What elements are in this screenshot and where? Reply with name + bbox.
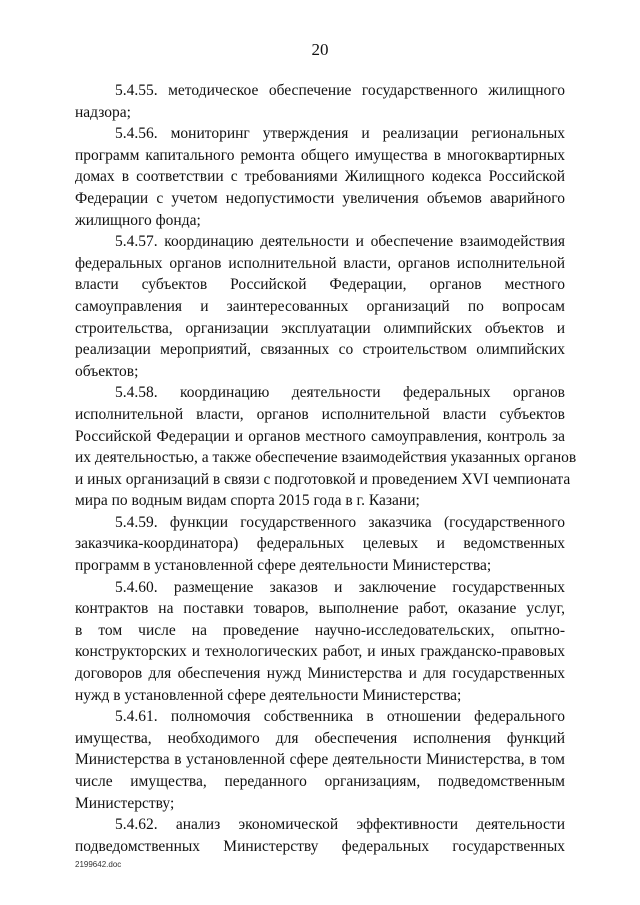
document-footer-filename: 2199642.doc	[75, 860, 122, 869]
paragraph-line: конструкторских и технологических работ, и иных гражданско-правовых	[75, 643, 565, 661]
paragraph-line: подведомственных Министерству федеральных государственных	[75, 837, 565, 855]
paragraph-line: и иных организаций в связи с подготовкой и проведением XVI чемпионата	[75, 470, 571, 488]
document-body	[75, 80, 577, 857]
paragraph	[75, 123, 565, 231]
paragraph-line: 5.4.59. функции государственного заказчика (государственного	[115, 513, 565, 531]
paragraph-line: числе имущества, переданного организациям, подведомственным	[75, 773, 565, 790]
paragraph	[75, 512, 565, 577]
paragraph-line: реализации мероприятий, связанных со строительством олимпийских	[75, 341, 565, 359]
paragraph	[75, 80, 565, 123]
paragraph-line: Федерации с учетом недопустимости увеличения объемов аварийного	[75, 189, 565, 207]
paragraph-line: в том числе на проведение научно-исследовательских, опытно-	[75, 621, 565, 639]
paragraph-line: мира по водным видам спорта 2015 года в г. Казани;	[75, 492, 420, 510]
paragraph-line: нужд в установленной сфере деятельности Министерства;	[75, 686, 462, 704]
paragraph-line: контрактов на поставки товаров, выполнение работ, оказание услуг,	[75, 600, 565, 618]
paragraph-line: заказчика-координатора) федеральных целевых и ведомственных	[75, 535, 565, 553]
paragraph-line: имущества, необходимого для обеспечения исполнения функций	[75, 729, 565, 747]
paragraph	[75, 382, 577, 512]
paragraph-line: объектов;	[75, 362, 139, 380]
paragraph-line: Российской Федерации и органов местного самоуправления, контроль за	[75, 427, 565, 445]
paragraph	[75, 231, 565, 382]
paragraph-line: жилищного фонда;	[75, 211, 201, 229]
paragraph-line: самоуправления и заинтересованных организаций по вопросам	[75, 297, 565, 315]
paragraph-line: их деятельностью, а также обеспечение взаимодействия указанных органов	[75, 449, 577, 467]
paragraph-line: программ капитального ремонта общего имущества в многоквартирных	[75, 146, 565, 164]
paragraph-line: 5.4.55. методическое обеспечение государственного жилищного	[115, 82, 565, 99]
paragraph-line: 5.4.57. координацию деятельности и обеспечение взаимодействия	[115, 233, 565, 251]
page-number: 20	[311, 40, 329, 59]
paragraph-line: федеральных органов исполнительной власти, органов исполнительной	[75, 254, 565, 272]
paragraph-line: домах в соответствии с требованиями Жилищного кодекса Российской	[75, 168, 565, 186]
paragraph-line: исполнительной власти, органов исполнительной власти субъектов	[75, 405, 565, 423]
paragraph	[75, 577, 565, 707]
paragraph-line: 5.4.60. размещение заказов и заключение государственных	[115, 578, 565, 596]
paragraph-line: Министерства в установленной сфере деятельности Министерства, в том	[75, 751, 565, 769]
paragraph	[75, 706, 565, 814]
paragraph-line: строительства, организации эксплуатации олимпийских объектов и	[75, 319, 565, 337]
paragraph-line: 5.4.61. полномочия собственника в отношении федерального	[115, 708, 565, 726]
paragraph-line: Министерству;	[75, 794, 175, 812]
paragraph-line: 5.4.56. мониторинг утверждения и реализации региональных	[115, 125, 565, 143]
paragraph-line: договоров для обеспечения нужд Министерства и для государственных	[75, 665, 565, 683]
paragraph-line: надзора;	[75, 103, 131, 121]
paragraph-line: 5.4.58. координацию деятельности федеральных органов	[115, 384, 565, 402]
paragraph	[75, 814, 565, 857]
paragraph-line: власти субъектов Российской Федерации, органов местного	[75, 276, 565, 294]
paragraph-line: 5.4.62. анализ экономической эффективности деятельности	[115, 816, 565, 834]
paragraph-line: программ в установленной сфере деятельности Министерства;	[75, 557, 492, 575]
